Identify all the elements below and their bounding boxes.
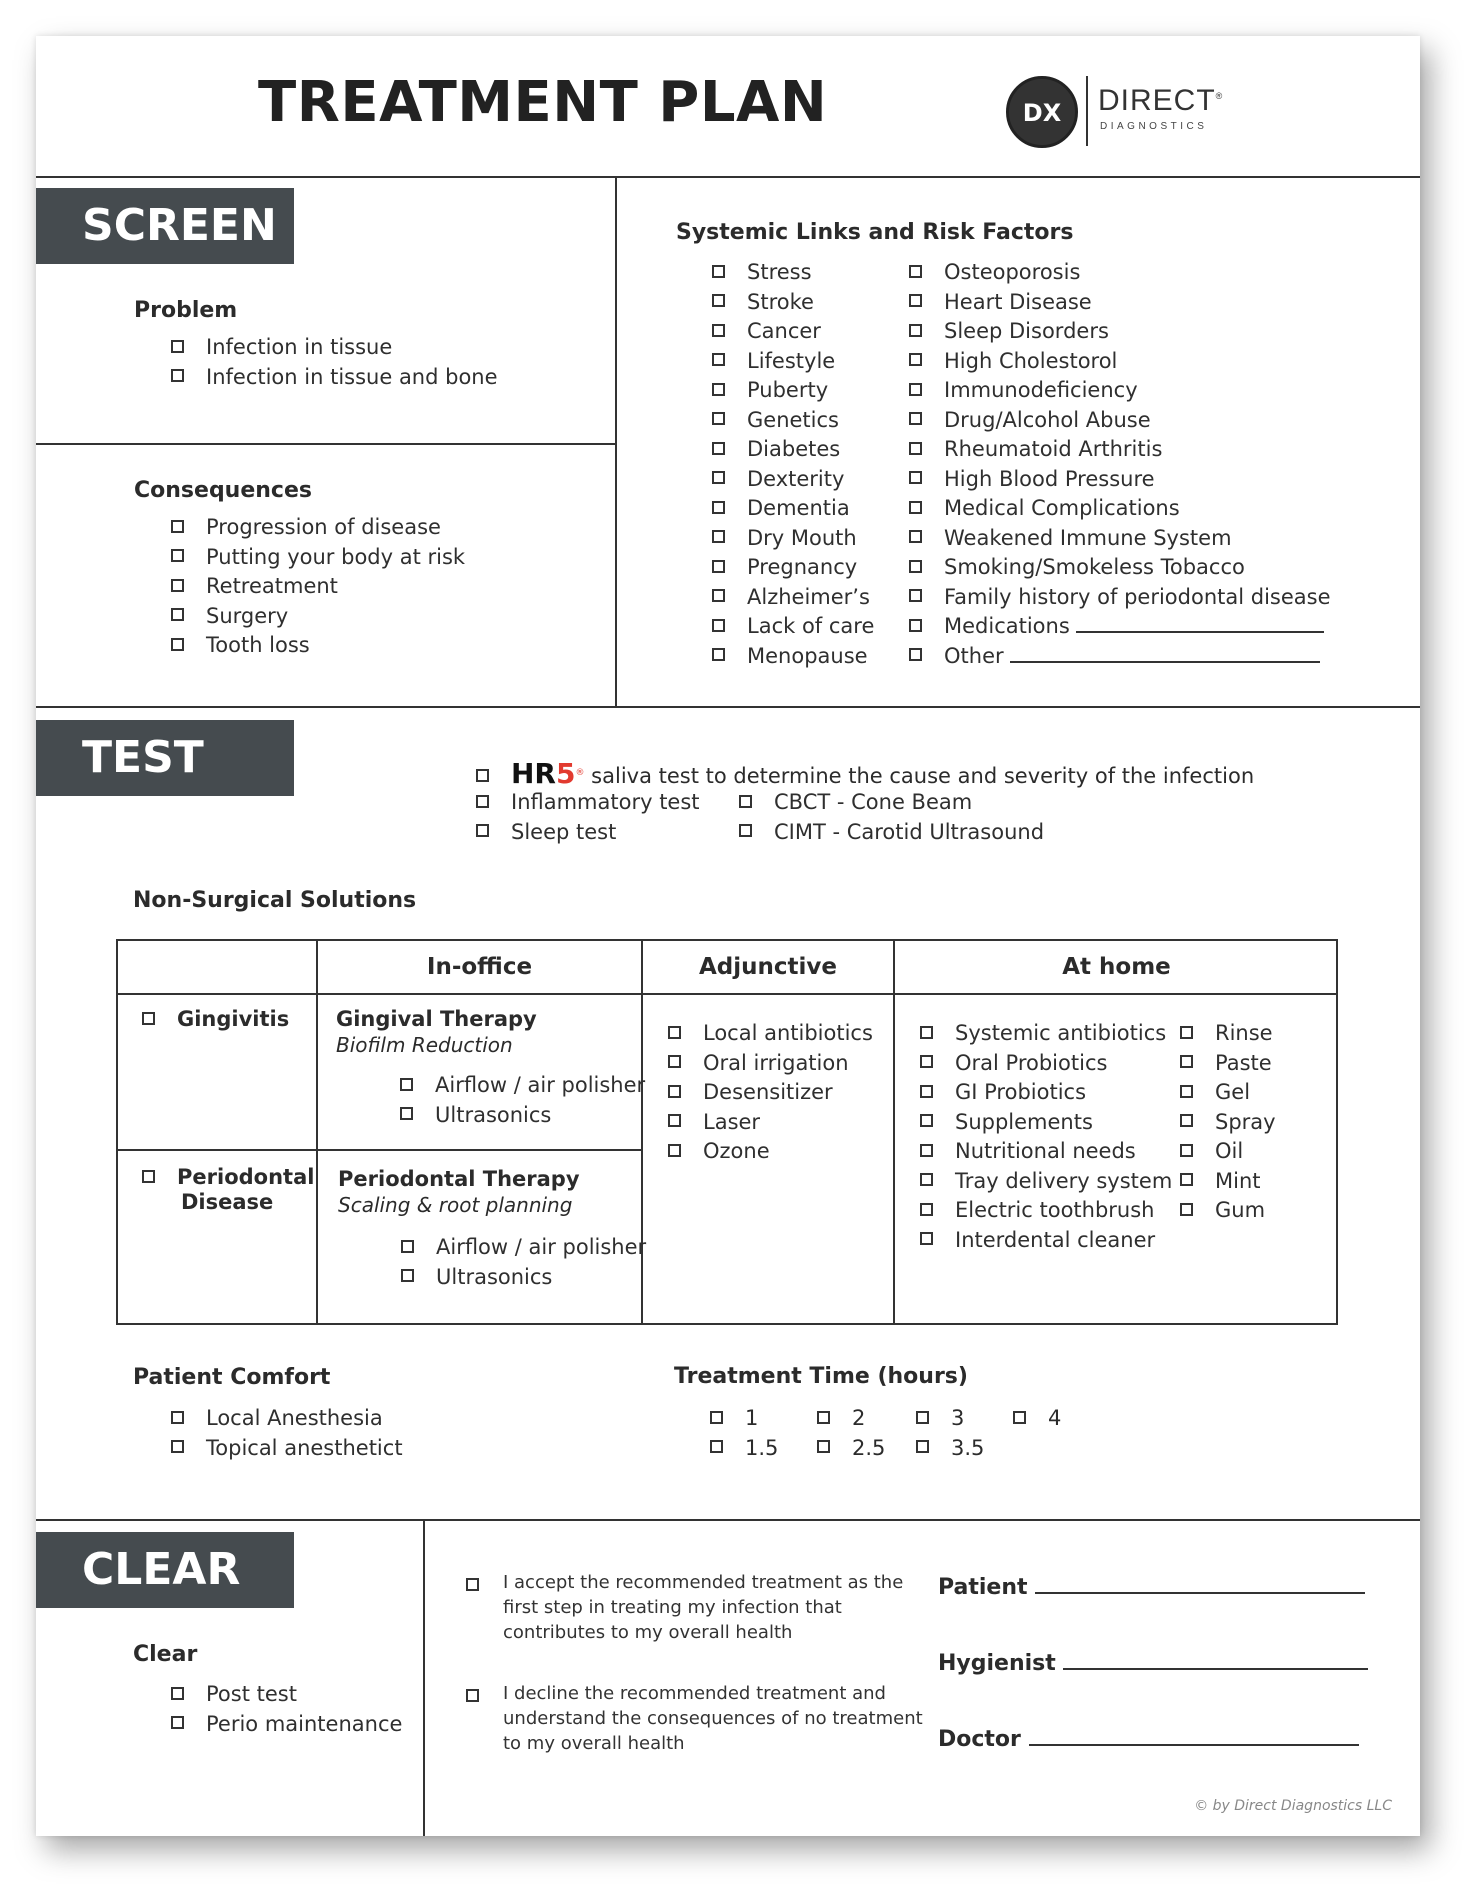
- athome-item[interactable]: Electric toothbrush: [920, 1196, 1172, 1226]
- risk-item[interactable]: Menopause: [712, 642, 874, 672]
- checkbox[interactable]: [909, 530, 922, 543]
- periodontal-therapy-items: [401, 1233, 646, 1292]
- consequence-item[interactable]: Retreatment: [171, 572, 465, 602]
- clear-list: [171, 1680, 402, 1739]
- checkbox[interactable]: [171, 369, 184, 382]
- patient-signature-line[interactable]: [1035, 1574, 1365, 1594]
- gingival-therapy-subtitle: Biofilm Reduction: [336, 1033, 513, 1057]
- checkbox[interactable]: [668, 1114, 681, 1127]
- checkbox[interactable]: [668, 1026, 681, 1039]
- risk-item[interactable]: Pregnancy: [712, 553, 874, 583]
- checkbox[interactable]: [466, 1578, 479, 1591]
- comfort-heading: Patient Comfort: [133, 1365, 331, 1390]
- clear-item[interactable]: Perio maintenance: [171, 1710, 402, 1740]
- checkbox[interactable]: [920, 1203, 933, 1216]
- time-option[interactable]: 3.5: [916, 1434, 984, 1464]
- systemic-col2: [909, 258, 1331, 671]
- problem-list: [171, 333, 498, 392]
- risk-item[interactable]: Stroke: [712, 288, 874, 318]
- therapy-item[interactable]: Ultrasonics: [401, 1263, 646, 1293]
- checkbox[interactable]: [909, 471, 922, 484]
- checkbox[interactable]: [712, 383, 725, 396]
- copyright: © by Direct Diagnostics LLC: [1194, 1798, 1392, 1814]
- athome-item[interactable]: Rinse: [1180, 1019, 1276, 1049]
- therapy-item[interactable]: Airflow / air polisher: [401, 1233, 646, 1263]
- checkbox[interactable]: [171, 638, 184, 651]
- checkbox[interactable]: [171, 1687, 184, 1700]
- athome-item[interactable]: Gel: [1180, 1078, 1276, 1108]
- checkbox[interactable]: [909, 324, 922, 337]
- gingival-therapy: [336, 1007, 537, 1057]
- checkbox[interactable]: [1180, 1203, 1193, 1216]
- athome-item[interactable]: Systemic antibiotics: [920, 1019, 1172, 1049]
- risk-item[interactable]: Dry Mouth: [712, 524, 874, 554]
- adjunctive-list: [668, 1019, 873, 1167]
- athome-item[interactable]: Gum: [1180, 1196, 1276, 1226]
- checkbox[interactable]: [668, 1055, 681, 1068]
- time-options: [710, 1404, 1061, 1463]
- risk-item[interactable]: Cancer: [712, 317, 874, 347]
- time-option[interactable]: 1: [710, 1404, 817, 1434]
- athome-item[interactable]: Interdental cleaner: [920, 1226, 1172, 1256]
- checkbox[interactable]: [909, 648, 922, 661]
- adjunctive-item[interactable]: Local antibiotics: [668, 1019, 873, 1049]
- checkbox[interactable]: [817, 1440, 830, 1453]
- checkbox[interactable]: [909, 383, 922, 396]
- checkbox[interactable]: [171, 1716, 184, 1729]
- header-in-office: In-office: [426, 954, 533, 980]
- comfort-list: [171, 1404, 403, 1463]
- header-adjunctive: Adjunctive: [699, 954, 837, 980]
- time-option[interactable]: 1.5: [710, 1434, 817, 1464]
- checkbox[interactable]: [909, 501, 922, 514]
- header-at-home: At home: [1062, 954, 1171, 980]
- hr5-number: 5: [556, 757, 576, 790]
- checkbox[interactable]: [476, 824, 489, 837]
- athome-item[interactable]: Tray delivery system: [920, 1167, 1172, 1197]
- therapy-item[interactable]: Airflow / air polisher: [400, 1071, 645, 1101]
- checkbox[interactable]: [916, 1411, 929, 1424]
- comfort-item[interactable]: Topical anesthetict: [171, 1434, 403, 1464]
- risk-item[interactable]: Puberty: [712, 376, 874, 406]
- checkbox[interactable]: [142, 1012, 155, 1025]
- checkbox[interactable]: [1180, 1114, 1193, 1127]
- checkbox[interactable]: [712, 501, 725, 514]
- dx-logo-mark: DX: [1006, 76, 1078, 148]
- consequences-list: [171, 513, 465, 661]
- risk-item[interactable]: Sleep Disorders: [909, 317, 1331, 347]
- hygienist-signature-line[interactable]: [1063, 1650, 1368, 1670]
- hygienist-signature[interactable]: Hygienist: [938, 1650, 1368, 1676]
- risk-item[interactable]: Medical Complications: [909, 494, 1331, 524]
- checkbox[interactable]: [171, 608, 184, 621]
- adjunctive-item[interactable]: Desensitizer: [668, 1078, 873, 1108]
- checkbox[interactable]: [920, 1114, 933, 1127]
- nonsurgical-table: [116, 939, 1338, 1325]
- systemic-heading: Systemic Links and Risk Factors: [676, 220, 1074, 245]
- periodontal-disease-option[interactable]: Periodontal Disease: [142, 1165, 314, 1215]
- nonsurgical-heading: Non-Surgical Solutions: [133, 888, 417, 913]
- checkbox[interactable]: [401, 1240, 414, 1253]
- checkbox[interactable]: [920, 1173, 933, 1186]
- clear-band: CLEAR: [36, 1532, 294, 1608]
- checkbox[interactable]: [171, 579, 184, 592]
- checkbox[interactable]: [712, 530, 725, 543]
- checkbox[interactable]: [1013, 1411, 1026, 1424]
- consequences-heading: Consequences: [134, 478, 312, 503]
- periodontal-therapy-subtitle: Scaling & root planning: [338, 1193, 573, 1217]
- adjunctive-item[interactable]: Laser: [668, 1108, 873, 1138]
- checkbox[interactable]: [400, 1107, 413, 1120]
- risk-item[interactable]: Drug/Alcohol Abuse: [909, 406, 1331, 436]
- checkbox[interactable]: [909, 412, 922, 425]
- athome-item[interactable]: GI Probiotics: [920, 1078, 1172, 1108]
- checkbox[interactable]: [171, 340, 184, 353]
- accept-option[interactable]: I accept the recommended treatment as the first step in treating my infection that contributes to my overall health: [466, 1570, 903, 1645]
- time-option[interactable]: 4: [1013, 1404, 1061, 1434]
- risk-item[interactable]: Lack of care: [712, 612, 874, 642]
- checkbox[interactable]: [920, 1085, 933, 1098]
- risk-item[interactable]: Lifestyle: [712, 347, 874, 377]
- risk-item[interactable]: Smoking/Smokeless Tobacco: [909, 553, 1331, 583]
- consequence-item[interactable]: Surgery: [171, 602, 465, 632]
- doctor-signature[interactable]: Doctor: [938, 1726, 1359, 1752]
- risk-item[interactable]: Family history of periodontal disease: [909, 583, 1331, 613]
- risk-item[interactable]: High Blood Pressure: [909, 465, 1331, 495]
- checkbox[interactable]: [466, 1689, 479, 1702]
- checkbox[interactable]: [712, 648, 725, 661]
- checkbox[interactable]: [171, 520, 184, 533]
- gingival-therapy-title: Gingival Therapy: [336, 1007, 537, 1031]
- checkbox[interactable]: [1180, 1085, 1193, 1098]
- checkbox[interactable]: [739, 795, 752, 808]
- test-band: TEST: [36, 720, 294, 796]
- checkbox[interactable]: [1180, 1173, 1193, 1186]
- athome-col1: [920, 1019, 1172, 1255]
- treatment-plan-sheet: [36, 36, 1420, 1836]
- athome-item[interactable]: Supplements: [920, 1108, 1172, 1138]
- checkbox[interactable]: [909, 589, 922, 602]
- clear-heading: Clear: [133, 1642, 198, 1667]
- checkbox[interactable]: [909, 442, 922, 455]
- time-option[interactable]: 3: [916, 1404, 1013, 1434]
- treatment-time-heading: Treatment Time (hours): [674, 1364, 968, 1389]
- checkbox[interactable]: [712, 471, 725, 484]
- risk-item[interactable]: High Cholestorol: [909, 347, 1331, 377]
- consequence-item[interactable]: Putting your body at risk: [171, 543, 465, 573]
- checkbox[interactable]: [920, 1026, 933, 1039]
- risk-item-medications[interactable]: Medications: [909, 612, 1331, 642]
- checkbox[interactable]: [916, 1440, 929, 1453]
- problem-heading: Problem: [134, 298, 238, 323]
- clear-item[interactable]: Post test: [171, 1680, 402, 1710]
- checkbox[interactable]: [909, 560, 922, 573]
- adjunctive-item[interactable]: Ozone: [668, 1137, 873, 1167]
- risk-item[interactable]: Dexterity: [712, 465, 874, 495]
- risk-item[interactable]: Osteoporosis: [909, 258, 1331, 288]
- risk-item-other[interactable]: Other: [909, 642, 1331, 672]
- checkbox[interactable]: [712, 353, 725, 366]
- risk-item[interactable]: Heart Disease: [909, 288, 1331, 318]
- systemic-col1: [712, 258, 874, 671]
- checkbox[interactable]: [668, 1085, 681, 1098]
- time-option[interactable]: 2.5: [817, 1434, 916, 1464]
- periodontal-therapy-title: Periodontal Therapy: [338, 1167, 580, 1191]
- checkbox[interactable]: [920, 1055, 933, 1068]
- risk-item[interactable]: Alzheimer’s: [712, 583, 874, 613]
- athome-item[interactable]: Spray: [1180, 1108, 1276, 1138]
- test-item[interactable]: Inflammatory test: [476, 788, 700, 818]
- checkbox[interactable]: [712, 265, 725, 278]
- risk-item[interactable]: Rheumatoid Arthritis: [909, 435, 1331, 465]
- checkbox[interactable]: [710, 1440, 723, 1453]
- checkbox[interactable]: [1180, 1055, 1193, 1068]
- checkbox[interactable]: [909, 265, 922, 278]
- checkbox[interactable]: [909, 619, 922, 632]
- logo-brand: DIRECT®: [1098, 84, 1224, 117]
- athome-item[interactable]: Paste: [1180, 1049, 1276, 1079]
- time-option[interactable]: 2: [817, 1404, 916, 1434]
- gingivitis-option[interactable]: Gingivitis: [142, 1007, 289, 1031]
- test-left-list: [476, 788, 700, 847]
- risk-item[interactable]: Weakened Immune System: [909, 524, 1331, 554]
- consequence-item[interactable]: Tooth loss: [171, 631, 465, 661]
- direct-diagnostics-logo: [1006, 74, 1246, 148]
- consequence-item[interactable]: Progression of disease: [171, 513, 465, 543]
- checkbox[interactable]: [171, 1440, 184, 1453]
- checkbox[interactable]: [1180, 1026, 1193, 1039]
- periodontal-therapy: [338, 1167, 580, 1217]
- checkbox[interactable]: [712, 324, 725, 337]
- checkbox[interactable]: [739, 824, 752, 837]
- checkbox[interactable]: [476, 769, 489, 782]
- checkbox[interactable]: [712, 560, 725, 573]
- checkbox[interactable]: [668, 1144, 681, 1157]
- checkbox[interactable]: [171, 1411, 184, 1424]
- athome-item[interactable]: Nutritional needs: [920, 1137, 1172, 1167]
- checkbox[interactable]: [401, 1269, 414, 1282]
- checkbox[interactable]: [920, 1232, 933, 1245]
- checkbox[interactable]: [712, 619, 725, 632]
- checkbox[interactable]: [920, 1144, 933, 1157]
- checkbox[interactable]: [142, 1170, 155, 1183]
- checkbox[interactable]: [1180, 1144, 1193, 1157]
- risk-item[interactable]: Immunodeficiency: [909, 376, 1331, 406]
- checkbox[interactable]: [476, 795, 489, 808]
- gingival-therapy-items: [400, 1071, 645, 1130]
- athome-item[interactable]: Oral Probiotics: [920, 1049, 1172, 1079]
- risk-item[interactable]: Dementia: [712, 494, 874, 524]
- checkbox[interactable]: [710, 1411, 723, 1424]
- other-line[interactable]: [1010, 643, 1320, 663]
- athome-col2: [1180, 1019, 1276, 1226]
- screen-band: SCREEN: [36, 188, 294, 264]
- doctor-signature-line[interactable]: [1029, 1726, 1359, 1746]
- patient-signature[interactable]: Patient: [938, 1574, 1365, 1600]
- athome-item[interactable]: Oil: [1180, 1137, 1276, 1167]
- checkbox[interactable]: [712, 442, 725, 455]
- test-item[interactable]: CBCT - Cone Beam: [739, 788, 1044, 818]
- problem-item[interactable]: Infection in tissue and bone: [171, 363, 498, 393]
- checkbox[interactable]: [712, 412, 725, 425]
- problem-item[interactable]: Infection in tissue: [171, 333, 498, 363]
- logo-subtitle: DIAGNOSTICS: [1100, 121, 1208, 132]
- adjunctive-item[interactable]: Oral irrigation: [668, 1049, 873, 1079]
- hr5-brand: HR: [511, 757, 556, 790]
- checkbox[interactable]: [712, 294, 725, 307]
- medications-line[interactable]: [1076, 613, 1324, 633]
- checkbox[interactable]: [817, 1411, 830, 1424]
- test-right-list: [739, 788, 1044, 847]
- checkbox[interactable]: [712, 589, 725, 602]
- comfort-item[interactable]: Local Anesthesia: [171, 1404, 403, 1434]
- test-item[interactable]: Sleep test: [476, 818, 700, 848]
- hr5-test-item[interactable]: HR5® saliva test to determine the cause and severity of the infection: [476, 758, 1254, 791]
- checkbox[interactable]: [400, 1078, 413, 1091]
- test-item[interactable]: CIMT - Carotid Ultrasound: [739, 818, 1044, 848]
- checkbox[interactable]: [909, 294, 922, 307]
- checkbox[interactable]: [909, 353, 922, 366]
- page-title: TREATMENT PLAN: [258, 70, 828, 135]
- risk-item[interactable]: Stress: [712, 258, 874, 288]
- athome-item[interactable]: Mint: [1180, 1167, 1276, 1197]
- risk-item[interactable]: Diabetes: [712, 435, 874, 465]
- risk-item[interactable]: Genetics: [712, 406, 874, 436]
- decline-option[interactable]: I decline the recommended treatment and understand the consequences of no treatment to my overall health: [466, 1681, 923, 1756]
- checkbox[interactable]: [171, 549, 184, 562]
- therapy-item[interactable]: Ultrasonics: [400, 1101, 645, 1131]
